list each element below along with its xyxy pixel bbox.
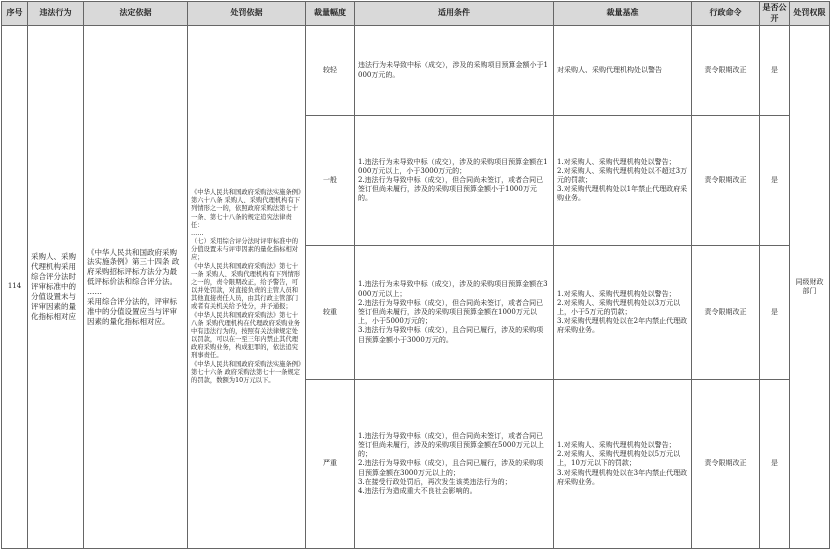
standard-cell: 1.对采购人、采购代理机构处以警告； 2.对采购人、采购代理机构处以5万元以上，10万元以下的罚款； 3.对采购代理机构处以在3年内禁止代理政府采购业务。: [554, 380, 692, 549]
penalty-basis-cell: 《中华人民共和国政府采购法实施条例》第六十八条 采购人、采购代理机构有下列情形之一的，依照政府采购法第七十一条、第七十八条的规定追究法律责任： …… （七）采用综合评分法时评审标准中的分值设置未与评审因素的量化指标相对应； 《中华人民共和国政府采购法》第七十一条 采购人、采购代理机构有下列情形之一的，责令限期改正，给予警告，可以并处罚款，对直接负责的主管人员和其他直接责任人员，由其行政主管部门或者有关机关给予处分，并予通报； 《中华人民共和国政府采购法》第七十八条 采购代理机构在代理政府采购业务中有违法行为的，按照有关法律规定处以罚款，可以在一至三年内禁止其代理政府采购业务，构成犯罪的，依法追究刑事责任。 《中华人民共和国政府采购法实施条例》第七十六条 政府采购法第七十一条规定的罚款，数额为10万元以下。: [188, 26, 306, 549]
public-cell: 是: [760, 116, 790, 246]
header-level: 裁量幅度: [306, 2, 355, 26]
level-cell: 较轻: [306, 26, 355, 116]
public-cell: 是: [760, 26, 790, 116]
public-cell: 是: [760, 246, 790, 380]
header-standard: 裁量基准: [554, 2, 692, 26]
header-legal-basis: 法定依据: [84, 2, 188, 26]
header-public: 是否公开: [760, 2, 790, 26]
order-cell: 责令限期改正: [692, 246, 760, 380]
authority-cell: 同级财政部门: [790, 26, 830, 549]
level-cell: 一般: [306, 116, 355, 246]
standard-cell: 1.对采购人、采购代理机构处以警告； 2.对采购人、采购代理机构处以不超过3万元的罚款； 3.对采购代理机构处以1年禁止代理政府采购业务。: [554, 116, 692, 246]
header-order: 行政命令: [692, 2, 760, 26]
header-row: [2, 2, 830, 26]
order-cell: 责令限期改正: [692, 380, 760, 549]
standard-cell: 1.对采购人、采购代理机构处以警告； 2.对采购人、采购代理机构处以3万元以上，小于5万元的罚款； 3.对采购代理机构处以在2年内禁止代理政府采购业务。: [554, 246, 692, 380]
violation-cell: 采购人、采购代理机构采用综合评分法时评审标准中的分值设置未与评审因素的量化指标相对应: [28, 26, 84, 549]
table-row: [2, 26, 830, 116]
header-conditions: 适用条件: [355, 2, 554, 26]
public-cell: 是: [760, 380, 790, 549]
order-cell: 责令限期改正: [692, 116, 760, 246]
header-violation: 违法行为: [28, 2, 84, 26]
level-cell: 严重: [306, 380, 355, 549]
conditions-cell: 1.违法行为导致中标（成交），但合同尚未签订，或者合同已签订但尚未履行，涉及的采购项目预算金额在5000万元以上的； 2.违法行为导致中标（成交），且合同已履行，涉及的采购项目预算金额在3000万元以上的； 3.在接受行政处罚后，再次发生该类违法行为的； 4.违法行为造成重大不良社会影响的。: [355, 380, 554, 549]
row-number: 114: [2, 26, 28, 549]
conditions-cell: 1.违法行为未导致中标（成交），涉及的采购项目预算金额在3000万元以上； 2.违法行为导致中标（成交），但合同尚未签订，或者合同已签订但尚未履行，涉及的采购项目预算金额在1000万元以上，小于5000万元的； 3.违法行为导致中标（成交），且合同已履行，涉及的采购项目预算金额小于3000万元的。: [355, 246, 554, 380]
legal-basis-cell: 《中华人民共和国政府采购法实施条例》第三十四条 政府采购招标评标方法分为最低评标价法和综合评分法。 …… 采用综合评分法的，评审标准中的分值设置应当与评审因素的量化指标相对应。: [84, 26, 188, 549]
level-cell: 较重: [306, 246, 355, 380]
standard-cell: 对采购人、采购代理机构处以警告: [554, 26, 692, 116]
conditions-cell: 1.违法行为未导致中标（成交），涉及的采购项目预算金额在1000万元以上，小于3000万元的； 2.违法行为导致中标（成交），但合同尚未签订，或者合同已签订但尚未履行，涉及的采购项目预算金额小于1000万元的。: [355, 116, 554, 246]
header-number: 序号: [2, 2, 28, 26]
conditions-cell: 违法行为未导致中标（成交），涉及的采购项目预算金额小于1000万元的。: [355, 26, 554, 116]
header-authority: 处罚权限: [790, 2, 830, 26]
penalty-discretion-table: [1, 1, 830, 549]
header-penalty-basis: 处罚依据: [188, 2, 306, 26]
order-cell: 责令限期改正: [692, 26, 760, 116]
